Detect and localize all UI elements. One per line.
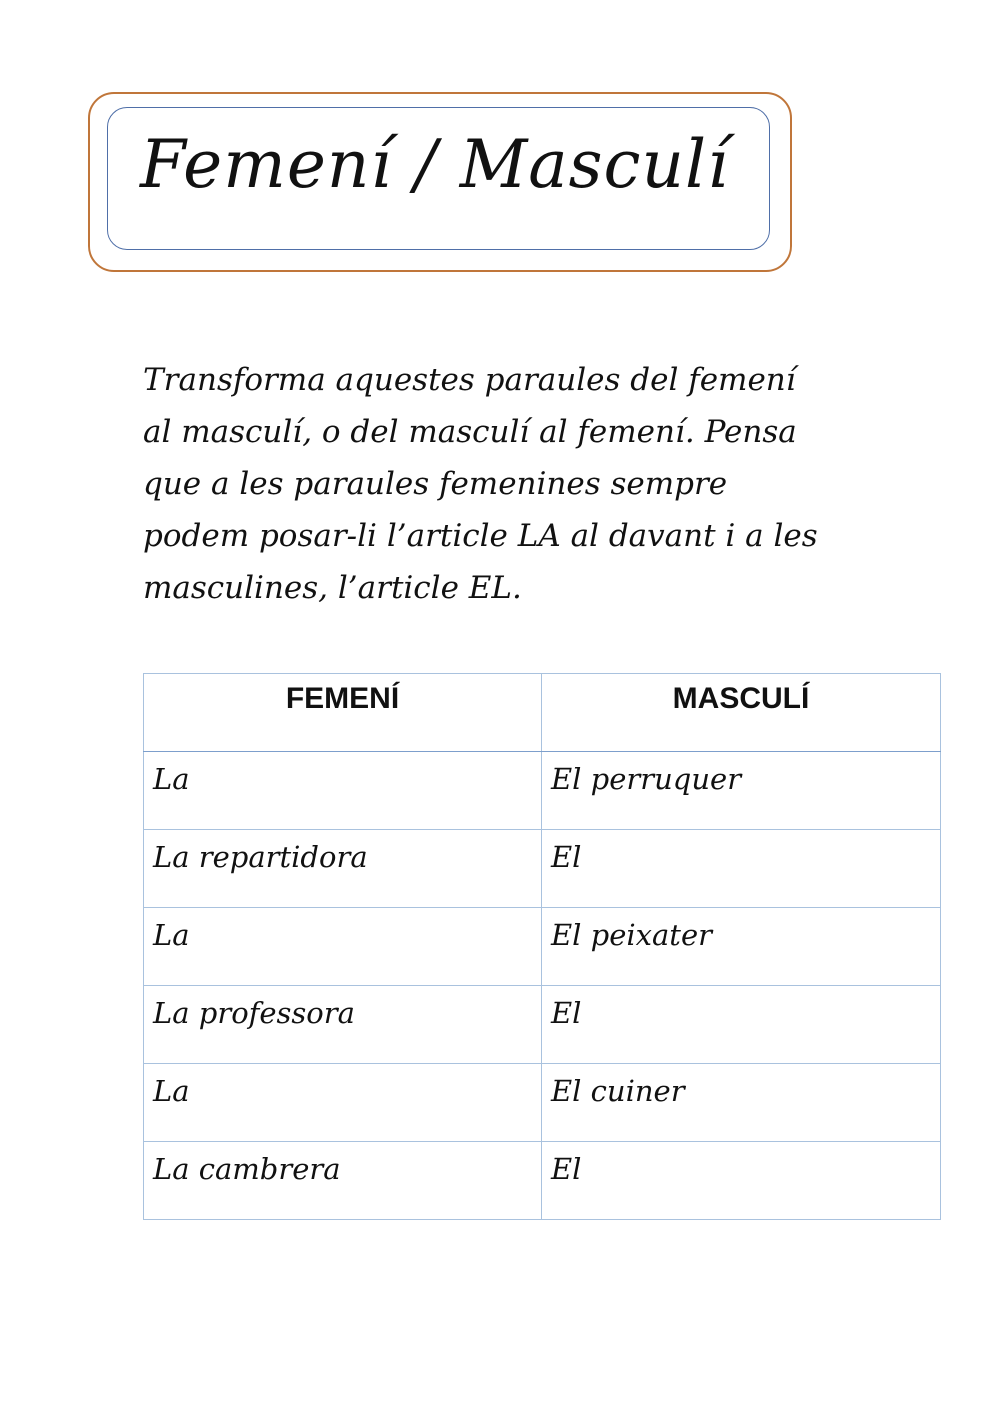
cell-femeni: La cambrera xyxy=(144,1142,542,1220)
cell-femeni: La repartidora xyxy=(144,830,542,908)
instruction-line: podem posar-li l’article LA al davant i a les xyxy=(143,518,818,554)
instruction-line: que a les paraules femenines sempre xyxy=(143,466,728,502)
cell-masculi: El cuiner xyxy=(542,1064,941,1142)
page-title: Femení / Masculí xyxy=(140,126,730,203)
cell-masculi[interactable]: El xyxy=(542,830,941,908)
instructions xyxy=(143,354,903,614)
table-row xyxy=(144,1064,941,1142)
table-row xyxy=(144,986,941,1064)
cell-masculi[interactable]: El xyxy=(542,986,941,1064)
cell-femeni[interactable]: La xyxy=(144,1064,542,1142)
header-femeni: FEMENÍ xyxy=(144,674,542,752)
instruction-line: Transforma aquestes paraules del femení xyxy=(143,362,796,398)
table-row xyxy=(144,830,941,908)
header-masculi: MASCULÍ xyxy=(542,674,941,752)
cell-femeni[interactable]: La xyxy=(144,908,542,986)
cell-masculi[interactable]: El xyxy=(542,1142,941,1220)
cell-masculi: El peixater xyxy=(542,908,941,986)
cell-femeni[interactable]: La xyxy=(144,752,542,830)
table-row xyxy=(144,1142,941,1220)
cell-masculi: El perruquer xyxy=(542,752,941,830)
cell-femeni: La professora xyxy=(144,986,542,1064)
table-row xyxy=(144,908,941,986)
table-header-row xyxy=(144,674,941,752)
instruction-line: al masculí, o del masculí al femení. Pensa xyxy=(143,414,797,450)
table-row xyxy=(144,752,941,830)
exercise-table xyxy=(143,673,941,1220)
instruction-line: masculines, l’article EL. xyxy=(143,570,522,606)
